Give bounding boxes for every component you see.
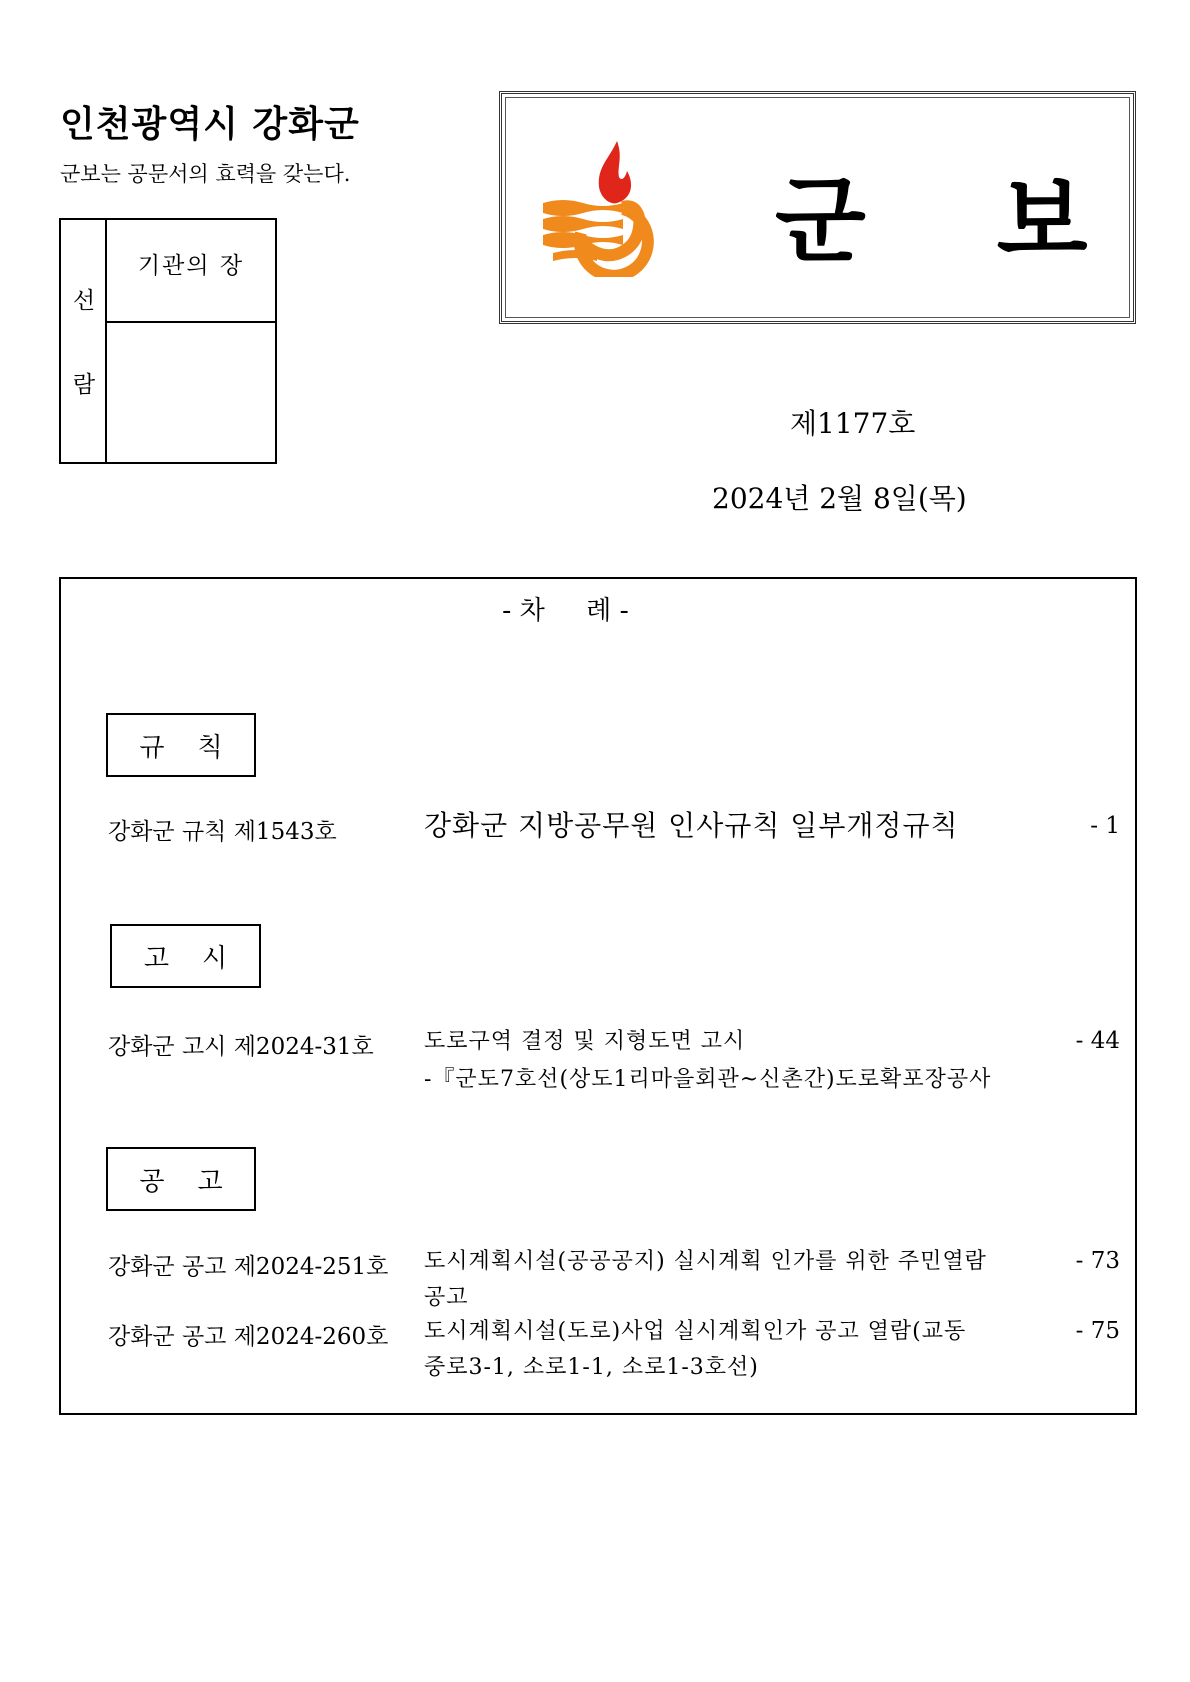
review-stamp-box [59, 218, 277, 464]
issue-date: 2024년 2월 8일(목) [712, 482, 967, 515]
section-label-rules: 규 칙 [106, 713, 256, 777]
org-name: 인천광역시 강화군 [60, 104, 360, 145]
review-side-label-bottom: 람 [72, 372, 96, 398]
section-label-announcements: 공 고 [106, 1147, 256, 1211]
county-emblem-icon [539, 137, 679, 277]
section-label-notices: 고 시 [110, 924, 261, 988]
entry-ref: 강화군 고시 제2024-31호 [108, 1034, 374, 1060]
entry-page: - 1 [1090, 813, 1120, 839]
tagline: 군보는 공문서의 효력을 갖는다. [60, 162, 351, 186]
entry-title[interactable]: 도로구역 결정 및 지형도면 고시 [424, 1029, 746, 1054]
issue-number: 제1177호 [790, 407, 916, 440]
entry-title[interactable]: 강화군 지방공무원 인사규칙 일부개정규칙 [424, 809, 959, 842]
entry-page: - 73 [1075, 1248, 1120, 1274]
toc-heading: - 차 례 - [502, 596, 629, 626]
entry-page: - 44 [1075, 1028, 1120, 1054]
entry-subtitle: -『군도7호선(상도1리마을회관~신촌간)도로확포장공사 [424, 1067, 992, 1092]
entry-subtitle: 공고 [424, 1285, 469, 1310]
entry-ref: 강화군 공고 제2024-251호 [108, 1254, 389, 1280]
entry-title[interactable]: 도시계획시설(공공공지) 실시계획 인가를 위한 주민열람 [424, 1249, 987, 1274]
review-side-column [61, 220, 107, 462]
entry-page: - 75 [1075, 1318, 1120, 1344]
review-side-label-top: 선 [72, 288, 96, 314]
gazette-title: 군 보 [775, 167, 1088, 276]
entry-subtitle: 중로3-1, 소로1-1, 소로1-3호선) [424, 1355, 759, 1380]
entry-title[interactable]: 도시계획시설(도로)사업 실시계획인가 공고 열람(교동 [424, 1319, 967, 1344]
review-head-label: 기관의 장 [107, 220, 275, 323]
entry-ref: 강화군 공고 제2024-260호 [108, 1324, 389, 1350]
entry-ref: 강화군 규칙 제1543호 [108, 819, 337, 845]
